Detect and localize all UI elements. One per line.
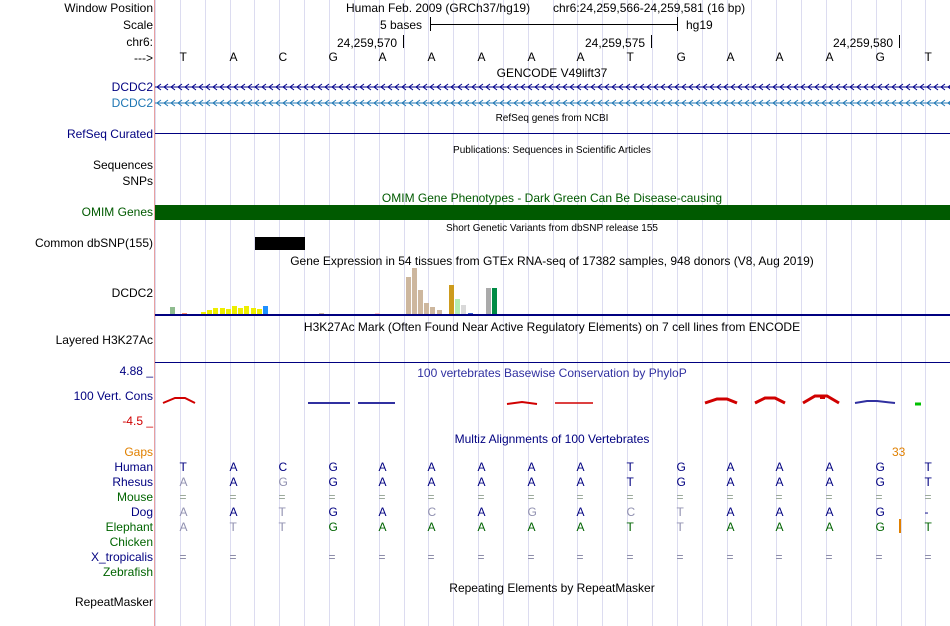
label-species-elephant: Elephant (105, 520, 153, 534)
alignment-base: T (278, 505, 286, 519)
gtex-tissue-bar[interactable] (486, 288, 491, 315)
dbsnp-track-title[interactable]: Short Genetic Variants from dbSNP release 155 (446, 223, 658, 234)
label-species-mouse: Mouse (116, 490, 153, 504)
base-letter: A (576, 50, 585, 64)
alignment-base: = (924, 550, 932, 564)
alignment-base: A (775, 505, 784, 519)
gtex-tissue-bar[interactable] (492, 288, 497, 315)
label-scale: Scale (122, 18, 153, 32)
alignment-base: G (875, 505, 885, 519)
alignment-base: A (229, 460, 238, 474)
alignment-base: A (726, 475, 735, 489)
alignment-base: = (328, 490, 336, 504)
base-letter: A (229, 50, 238, 64)
alignment-base: G (278, 475, 288, 489)
alignment-base: T (676, 520, 684, 534)
alignment-base: G (328, 460, 338, 474)
alignment-base: A (477, 505, 486, 519)
gtex-tissue-bar[interactable] (418, 290, 423, 315)
ruler-tick-label-2: 24,259,575 (585, 36, 646, 50)
alignment-base: = (775, 490, 783, 504)
base-letter: A (726, 50, 735, 64)
alignment-base: T (924, 475, 932, 489)
alignment-base: A (527, 520, 536, 534)
alignment-base: G (328, 520, 338, 534)
base-letter: A (775, 50, 784, 64)
base-letter: A (527, 50, 536, 64)
alignment-base: G (875, 520, 885, 534)
alignment-base: = (278, 490, 286, 504)
base-letter: C (278, 50, 288, 64)
base-letter: T (626, 50, 634, 64)
alignment-base: A (576, 475, 585, 489)
label-species-rhesus: Rhesus (112, 475, 153, 489)
label-refseq-curated[interactable]: RefSeq Curated (66, 127, 153, 141)
alignment-base: = (229, 490, 237, 504)
base-letter: T (179, 50, 187, 64)
h3k27ac-baseline (155, 362, 950, 363)
label-chr: chr6: (126, 35, 153, 49)
repeatmasker-track-title[interactable]: Repeating Elements by RepeatMasker (449, 581, 655, 595)
ruler-tick-label-3: 24,259,580 (833, 36, 894, 50)
refseq-gene-line[interactable] (155, 133, 950, 134)
alignment-base: A (179, 505, 188, 519)
label-species-chicken: Chicken (109, 535, 153, 549)
elephant-gap-marker (899, 519, 901, 533)
base-letter: G (328, 50, 338, 64)
alignment-base: = (825, 490, 833, 504)
alignment-base: A (427, 460, 436, 474)
alignment-base: A (378, 505, 387, 519)
alignment-base: A (576, 505, 585, 519)
alignment-base: A (477, 475, 486, 489)
label-cons-max: 4.88 _ (119, 364, 153, 378)
alignment-base: T (626, 520, 634, 534)
alignment-base: G (527, 505, 537, 519)
alignment-base: C (278, 460, 288, 474)
alignment-base: = (576, 490, 584, 504)
gtex-baseline (155, 314, 950, 316)
alignment-base: = (179, 550, 187, 564)
label-cons-min: -4.5 _ (122, 414, 153, 428)
alignment-base: T (924, 520, 932, 534)
alignment-base: G (875, 475, 885, 489)
alignment-base: A (179, 475, 188, 489)
alignment-base: C (626, 505, 636, 519)
alignment-base: A (179, 520, 188, 534)
h3k27ac-track-title[interactable]: H3K27Ac Mark (Often Found Near Active Regulatory Elements) on 7 cell lines from ENCODE (303, 320, 801, 334)
gtex-tissue-bar[interactable] (449, 285, 454, 315)
phylop-track-title[interactable]: 100 vertebrates Basewise Conservation by PhyloP (417, 366, 687, 380)
alignment-base: A (427, 520, 436, 534)
alignment-base: = (676, 490, 684, 504)
gaps-value: 33 (892, 445, 906, 459)
gencode-transcripts[interactable] (155, 82, 950, 108)
alignment-base: T (676, 505, 684, 519)
base-letter: G (875, 50, 885, 64)
alignment-base: A (825, 505, 834, 519)
alignment-base: A (427, 475, 436, 489)
phylop-conservation-plot[interactable] (155, 386, 950, 412)
multiz-track-title[interactable]: Multiz Alignments of 100 Vertebrates (454, 432, 650, 446)
ruler-tick-3 (899, 35, 900, 48)
label-strand-arrow: ---> (134, 51, 153, 65)
scale-db: hg19 (686, 18, 713, 32)
alignment-base: = (924, 490, 932, 504)
alignment-base: A (726, 520, 735, 534)
alignment-base: = (229, 550, 237, 564)
alignment-base: G (676, 460, 686, 474)
gtex-tissue-bar[interactable] (412, 268, 417, 315)
alignment-base: A (775, 475, 784, 489)
label-gencode-dcdc2-2[interactable]: DCDC2 (111, 96, 153, 110)
alignment-base: = (527, 550, 535, 564)
alignment-base: A (527, 460, 536, 474)
alignment-base: = (775, 550, 783, 564)
gtex-bar-chart[interactable] (155, 267, 950, 315)
alignment-base: - (924, 505, 929, 519)
alignment-base: T (626, 460, 634, 474)
label-species-zebrafish: Zebrafish (102, 565, 153, 579)
alignment-base: A (378, 475, 387, 489)
label-common-dbsnp[interactable]: Common dbSNP(155) (34, 236, 153, 250)
label-100-vert-cons[interactable]: 100 Vert. Cons (73, 389, 153, 403)
label-gencode-dcdc2-1[interactable]: DCDC2 (111, 80, 153, 94)
alignment-base: T (179, 460, 187, 474)
alignment-base: A (378, 460, 387, 474)
alignment-base: T (924, 460, 932, 474)
alignment-base: G (328, 505, 338, 519)
alignment-base: = (626, 490, 634, 504)
alignment-base: A (775, 460, 784, 474)
omim-track-title[interactable]: OMIM Gene Phenotypes - Dark Green Can Be Disease-causing (381, 191, 723, 205)
gencode-track-title[interactable]: GENCODE V49lift37 (496, 66, 608, 80)
scale-bar (430, 24, 678, 25)
alignment-base: A (477, 520, 486, 534)
assembly-title: Human Feb. 2009 (GRCh37/hg19) (346, 1, 531, 15)
label-layered-h3k27ac[interactable]: Layered H3K27Ac (55, 333, 153, 347)
alignment-base: T (278, 520, 286, 534)
alignment-base: = (875, 490, 883, 504)
base-letter: G (676, 50, 686, 64)
label-window-position: Window Position (64, 1, 153, 15)
alignment-base: = (328, 550, 336, 564)
dbsnp-variant-block[interactable] (255, 237, 305, 250)
base-letter: T (924, 50, 932, 64)
label-species-human: Human (114, 460, 153, 474)
alignment-base: = (676, 550, 684, 564)
alignment-base: A (576, 460, 585, 474)
alignment-base: A (775, 520, 784, 534)
label-gaps: Gaps (124, 445, 153, 459)
gtex-tissue-bar[interactable] (406, 277, 411, 315)
alignment-base: A (825, 475, 834, 489)
label-repeatmasker[interactable]: RepeatMasker (74, 595, 153, 609)
label-snps[interactable]: SNPs (122, 174, 153, 188)
scale-bases-text: 5 bases (380, 18, 423, 32)
label-sequences[interactable]: Sequences (92, 158, 153, 172)
alignment-base: = (875, 550, 883, 564)
label-species-dog: Dog (130, 505, 153, 519)
alignment-base: = (427, 550, 435, 564)
alignment-base: T (626, 475, 634, 489)
alignment-base: = (576, 550, 584, 564)
alignment-base: = (626, 550, 634, 564)
alignment-base: = (427, 490, 435, 504)
refseq-track-title[interactable]: RefSeq genes from NCBI (495, 113, 609, 124)
alignment-base: G (875, 460, 885, 474)
base-letter: A (477, 50, 486, 64)
alignment-base: = (527, 490, 535, 504)
alignment-base: = (477, 490, 485, 504)
alignment-base: A (825, 520, 834, 534)
label-gtex-dcdc2[interactable]: DCDC2 (111, 286, 153, 300)
publications-track-title[interactable]: Publications: Sequences in Scientific Articles (453, 145, 651, 156)
alignment-base: A (229, 475, 238, 489)
window-position-coords: chr6:24,259,566-24,259,581 (16 bp) (553, 1, 746, 15)
alignment-base: = (378, 550, 386, 564)
alignment-base: A (477, 460, 486, 474)
alignment-base: A (378, 520, 387, 534)
alignment-base: T (229, 520, 237, 534)
gtex-tissue-bar[interactable] (455, 299, 460, 315)
alignment-base: G (328, 475, 338, 489)
alignment-base: = (477, 550, 485, 564)
alignment-base: G (676, 475, 686, 489)
alignment-base: C (427, 505, 437, 519)
label-omim-genes[interactable]: OMIM Genes (81, 205, 153, 219)
alignment-base: A (527, 475, 536, 489)
base-letter: A (378, 50, 387, 64)
gtex-track-title[interactable]: Gene Expression in 54 tissues from GTEx RNA-seq of 17382 samples, 948 donors (V8, Aug 2019) (290, 254, 814, 268)
alignment-base: = (378, 490, 386, 504)
ruler-tick-2 (651, 35, 652, 48)
alignment-base: A (726, 460, 735, 474)
alignment-base: A (726, 505, 735, 519)
alignment-base: A (229, 505, 238, 519)
omim-gene-bar[interactable] (155, 205, 950, 220)
alignment-base: = (726, 490, 734, 504)
ruler-tick-label-1: 24,259,570 (337, 36, 398, 50)
alignment-base: = (825, 550, 833, 564)
base-letter: A (825, 50, 834, 64)
ruler-tick-1 (403, 35, 404, 48)
base-letter: A (427, 50, 436, 64)
alignment-base: A (825, 460, 834, 474)
alignment-base: A (576, 520, 585, 534)
alignment-base: = (179, 490, 187, 504)
label-species-x-tropicalis: X_tropicalis (90, 550, 153, 564)
alignment-base: = (726, 550, 734, 564)
